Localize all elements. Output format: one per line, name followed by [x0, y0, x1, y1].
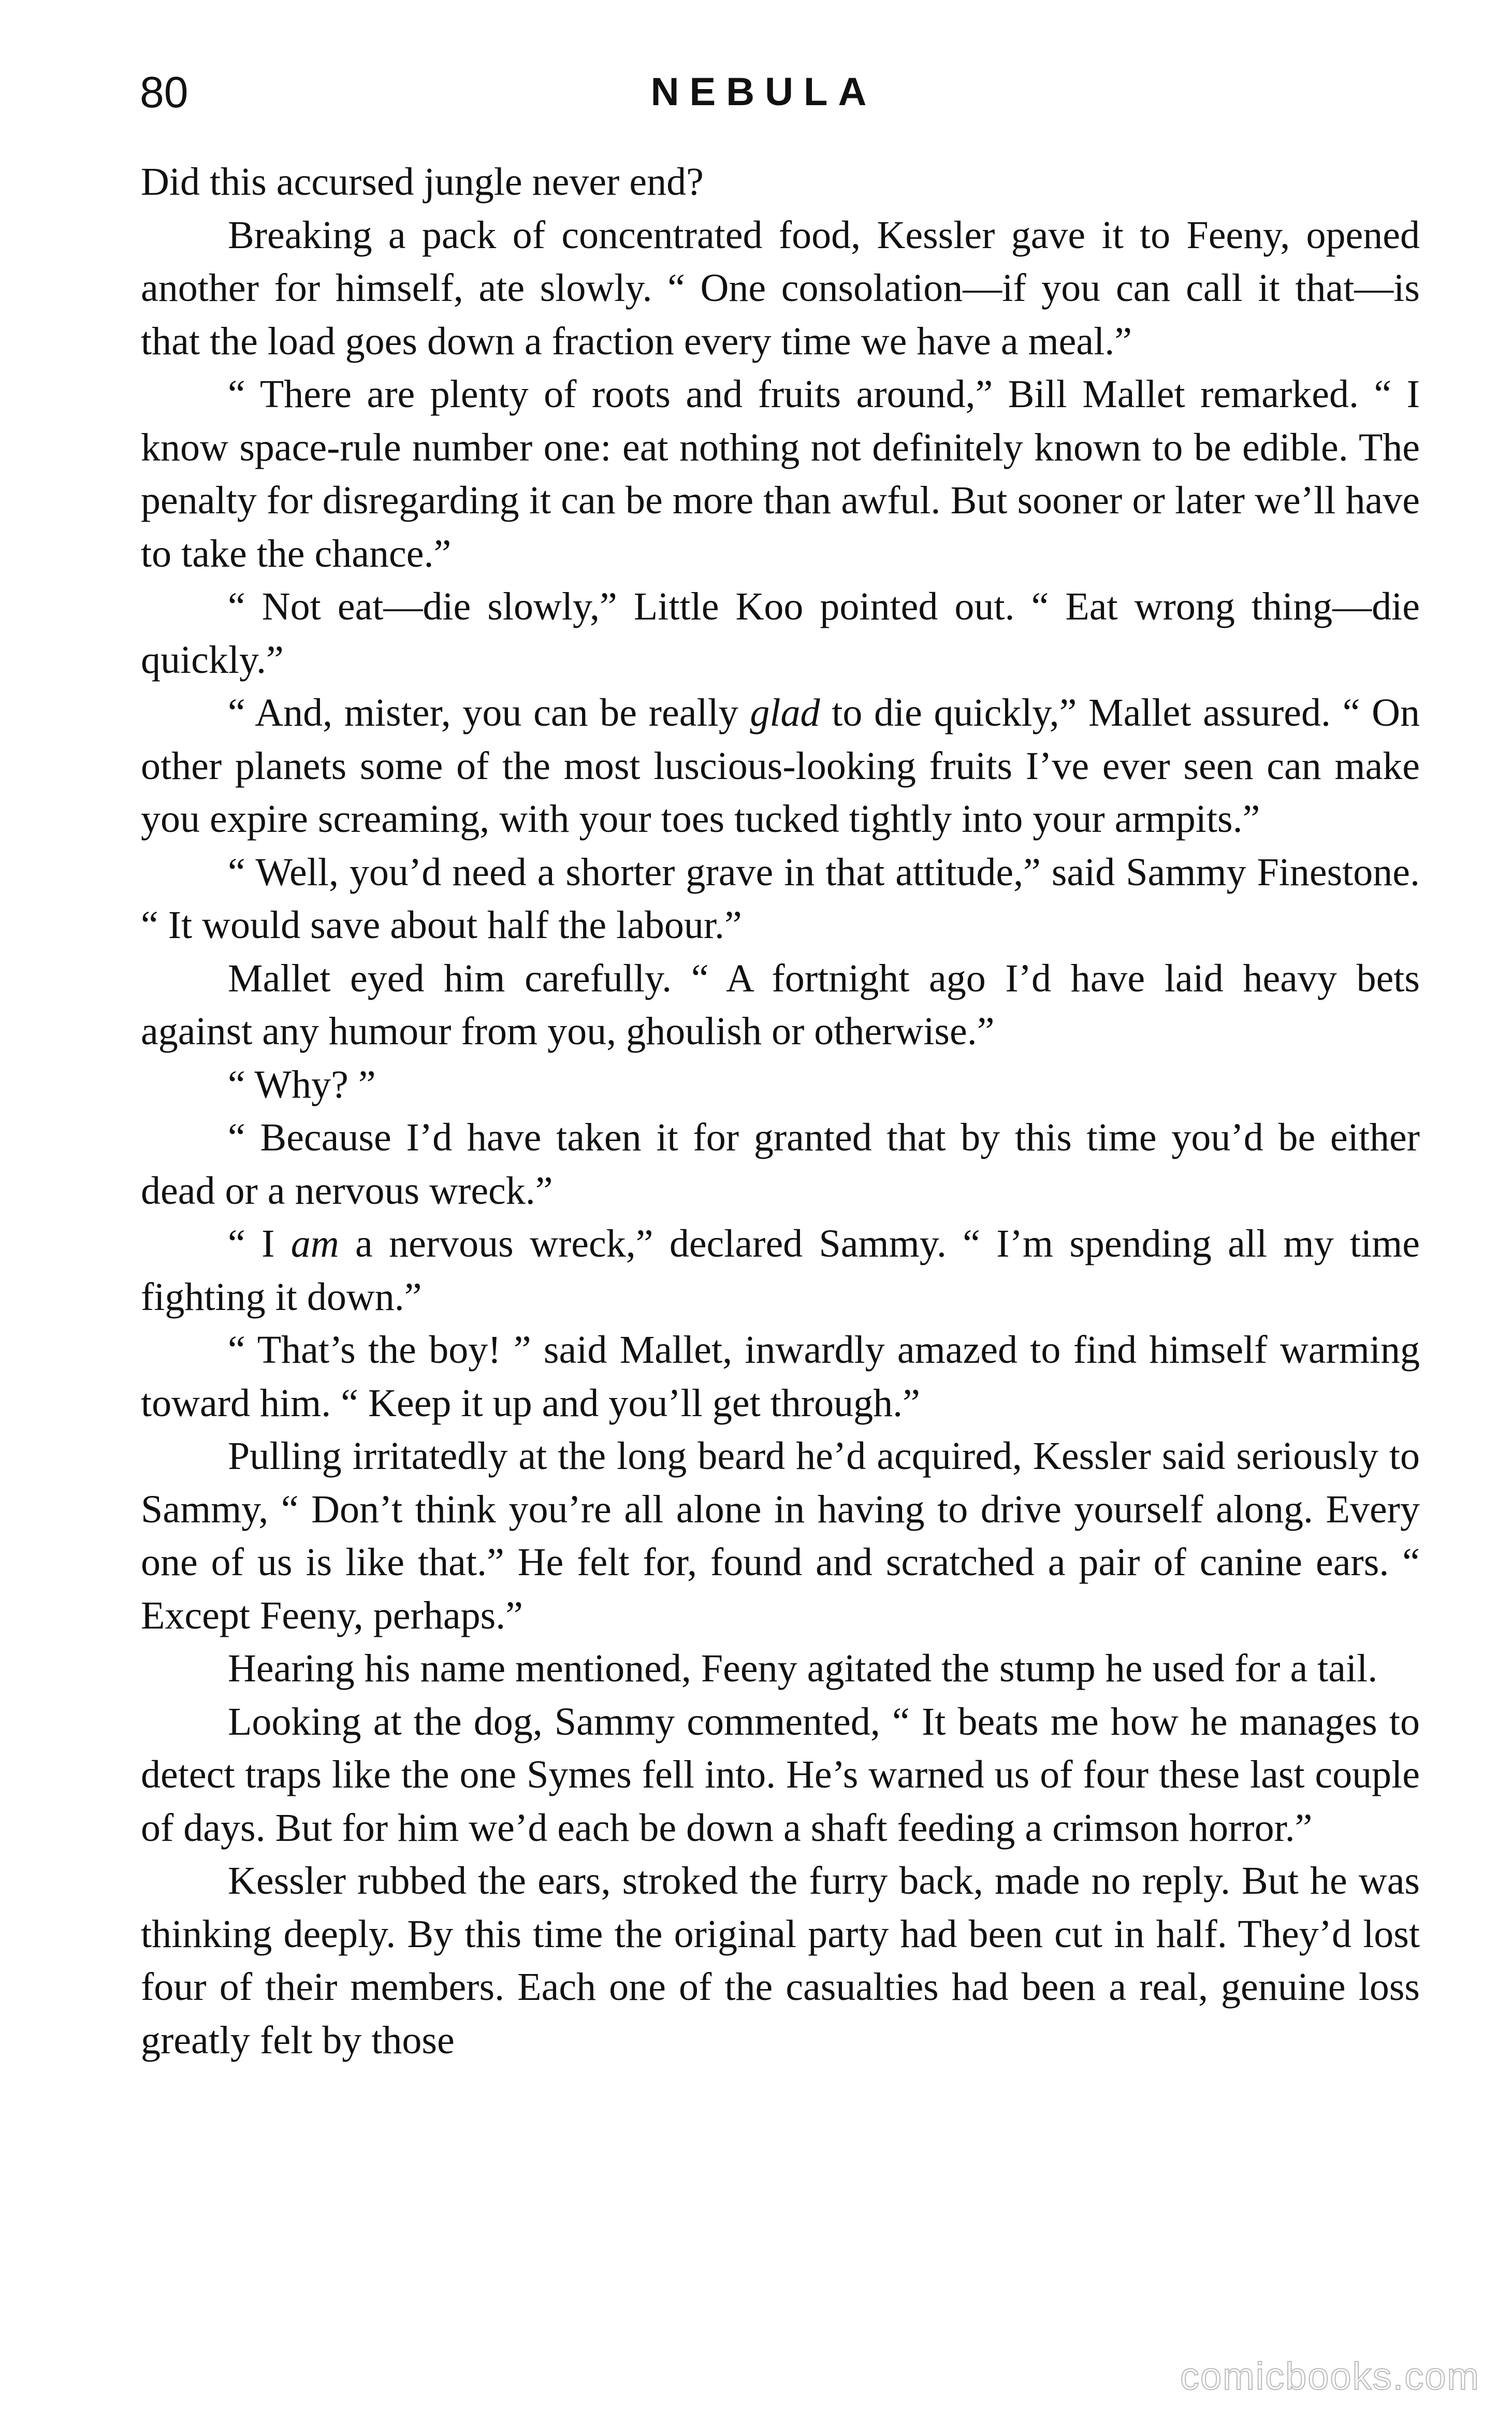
body-text	[141, 155, 1420, 2067]
emphasis: glad	[750, 691, 820, 734]
running-title: NEBULA	[650, 70, 877, 114]
paragraph: “ Well, you’d need a shorter grave in that attitude,” said Sammy Finestone. “ It would save about half the labour.”	[141, 850, 1420, 947]
running-header	[140, 61, 1388, 123]
paragraph: Pulling irritatedly at the long beard he’d acquired, Kessler said seriously to Sammy, “ Don’t think you’re all alone in having to drive yourself along. Every one of us is like that.” He felt for, found and scratched a pair of canine ears. “ Except Feeny, perhaps.”	[141, 1434, 1420, 1637]
page-number: 80	[140, 68, 188, 117]
emphasis: am	[290, 1222, 339, 1265]
paragraph: “ There are plenty of roots and fruits around,” Bill Mallet remarked. “ I know space-rule number one: eat nothing not definitely known to be edible. The penalty for disregarding it can be more than awful. But sooner or later we’ll have to take the chance.”	[141, 372, 1420, 575]
paragraph: Mallet eyed him carefully. “ A fortnight ago I’d have laid heavy bets against any humour from you, ghoulish or otherwise.”	[141, 956, 1420, 1053]
text-run: to die quickly,” Mallet assured. “ On other planets some of the most luscious-looking fruits I’ve ever seen can make you expire screaming, with your toes tucked tightly into your armpits.”	[141, 691, 1420, 841]
paragraph: Kessler rubbed the ears, stroked the furry back, made no reply. But he was thinking deeply. By this time the original party had been cut in half. They’d lost four of their members. Each one of the casualties had been a real, genuine loss greatly felt by those	[141, 1859, 1420, 2062]
text-run: “ And, mister, you can be really	[228, 691, 750, 734]
paragraph: Hearing his name mentioned, Feeny agitated the stump he used for a tail.	[228, 1647, 1378, 1690]
paragraph: Looking at the dog, Sammy commented, “ It beats me how he manages to detect traps like the one Symes fell into. He’s warned us of four these last couple of days. But for him we’d each be down a shaft feeding a crimson horror.”	[141, 1699, 1420, 1850]
text-run: “ I	[228, 1222, 291, 1265]
paragraph: “ Because I’d have taken it for granted that by this time you’d be either dead or a nervous wreck.”	[141, 1116, 1420, 1213]
paragraph: “ Not eat—die slowly,” Little Koo pointed out. “ Eat wrong thing—die quickly.”	[141, 585, 1420, 682]
paragraph: Did this accursed jungle never end?	[141, 160, 704, 204]
paragraph: “ That’s the boy! ” said Mallet, inwardly amazed to find himself warming toward him. “ Keep it up and you’ll get through.”	[141, 1328, 1420, 1425]
paragraph: “ Why? ”	[228, 1062, 376, 1106]
watermark: comicbooks.com	[1180, 2355, 1480, 2398]
paragraph	[141, 1217, 1420, 1323]
text-run: a nervous wreck,” declared Sammy. “ I’m spending all my time fighting it down.”	[141, 1222, 1420, 1319]
paragraph: Breaking a pack of concentrated food, Kessler gave it to Feeny, opened another for himself, ate slowly. “ One consolation—if you can call it that—is that the load goes down a fraction every time we have a meal.”	[141, 213, 1420, 363]
paragraph	[141, 686, 1420, 846]
